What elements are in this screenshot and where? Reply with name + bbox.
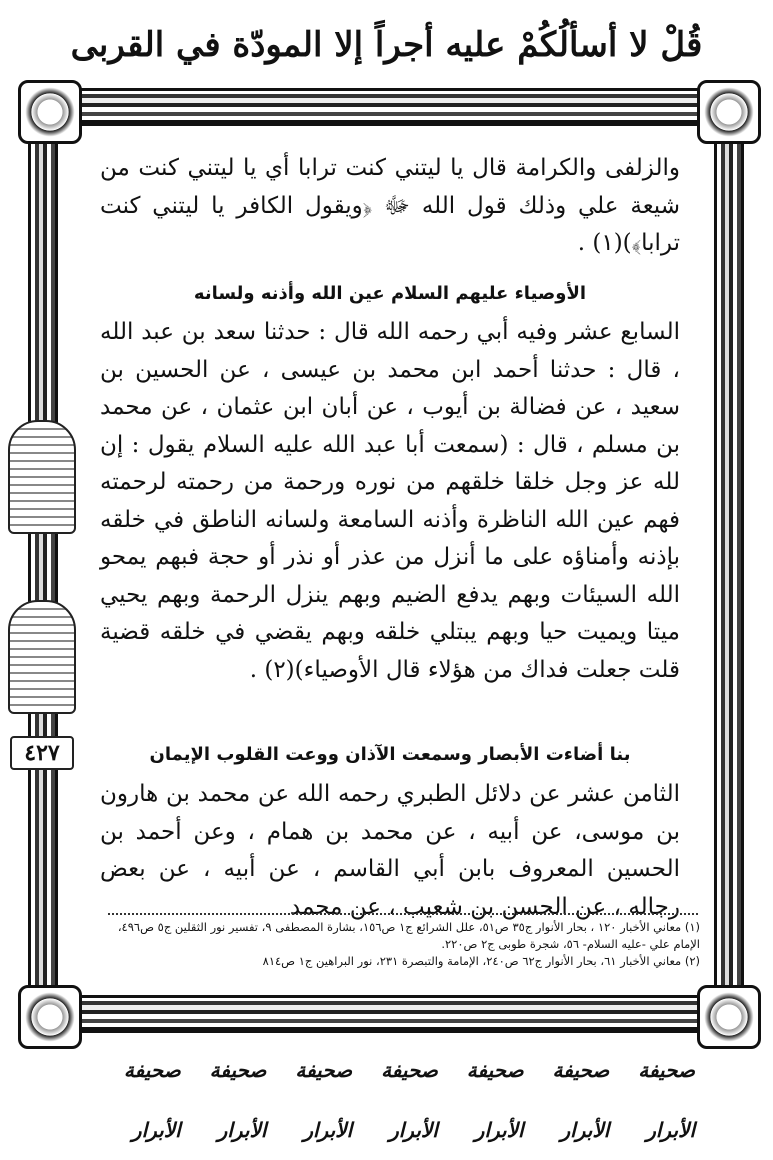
- footer-ornament: صحيفة الأبرار: [638, 1058, 695, 1142]
- footer-ornament: صحيفة الأبرار: [381, 1058, 438, 1142]
- side-lantern-ornament: [8, 600, 76, 714]
- footer-ornament: صحيفة الأبرار: [552, 1058, 610, 1142]
- footer-ornament-row: [95, 1040, 695, 1142]
- body-paragraph: السابع عشر وفيه أبي رحمه الله قال : حدثنا سعد بن عبد الله ، قال : حدثنا أحمد ابن محمد بن عيسى ، عن الحسين بن سعيد ، عن فضالة بن أيوب ، عن أبان ابن عثمان ، عن محمد بن مسلم ، قال : (سمعت أبا عبد الله عليه السلام يقول : إن لله عز وجل خلقا خلقهم من نوره ورحمة من رحمته لرحمته فهم عين الله الناظرة وأذنه السامعة ولسانه الناطق في خلقه بإذنه وأمناؤه على ما أنزل من عذر أو نذر أو حجة فبهم يمحو الله السيئات وبهم يدفع الضيم وبهم ينزل الرحمة وبهم يحيي ميتا ويميت حيا وبهم يبتلي خلقه وبهم يقضي في خلقه قضية قلت جعلت فداك من هؤلاء قال الأوصياء)(٢) .: [100, 319, 680, 683]
- section-heading: بنا أضاءت الأبصار وسمعت الآذان ووعت القلوب الإيمان: [149, 744, 631, 765]
- frame-corner-ornament: [697, 80, 761, 144]
- body-paragraph: والزلفى والكرامة قال يا ليتني كنت ترابا أي يا ليتني كنت من شيعة علي وذلك قول الله ﷻ ﴿ويقول الكافر يا ليتني كنت ترابا﴾)(١) .: [100, 155, 680, 256]
- frame-left-border: [28, 96, 58, 1031]
- section-heading-2: [100, 744, 680, 765]
- side-lantern-ornament: [8, 420, 76, 534]
- section-heading-1: [100, 283, 680, 304]
- footer-ornament: صحيفة الأبرار: [466, 1058, 524, 1142]
- frame-corner-ornament: [18, 985, 82, 1049]
- footnote-1: (١) معاني الأخبار ١٢٠ ، بحار الأنوار ج٣٥ ص٥١، علل الشرائع ج١ ص١٥٦، بشارة المصطفى ٩، تفسير نور الثقلين ج٥ ص٤٩٦، الإمام علي -عليه السلام- ٥٦، شجرة طوبى ج٢ ص٢٢٠.: [117, 920, 700, 951]
- footer-ornament: صحيفة الأبرار: [123, 1058, 181, 1142]
- page-number: ٤٢٧: [10, 736, 74, 770]
- footnotes: [100, 919, 700, 970]
- frame-top-border: [52, 88, 720, 126]
- footer-ornament: صحيفة الأبرار: [295, 1058, 353, 1142]
- body-paragraph: الثامن عشر عن دلائل الطبري رحمه الله عن محمد بن هارون بن موسى، عن أبيه ، عن محمد بن همام ، وعن أحمد بن الحسين المعروف بابن أبي القاسم ، عن أبيه ، عن بعض رجاله ، عن الحسن بن شعيب ، عن محمد: [100, 781, 680, 920]
- frame-corner-ornament: [18, 80, 82, 144]
- body-section-3: [100, 776, 680, 926]
- section-heading: الأوصياء عليهم السلام عين الله وأذنه ولسانه: [193, 283, 587, 304]
- body-section-2: [100, 314, 680, 689]
- footer-ornament: صحيفة الأبرار: [209, 1058, 267, 1142]
- frame-corner-ornament: [697, 985, 761, 1049]
- header-calligraphy: قُلْ لا أسألُكُمْ عليه أجراً إلا المودّة في القربى: [70, 25, 703, 65]
- frame-right-border: [714, 96, 744, 1031]
- body-section-1: [100, 150, 680, 263]
- footnote-separator: [108, 913, 698, 915]
- frame-bottom-border: [52, 995, 720, 1033]
- footnote-2: (٢) معاني الأخبار ٦١، بحار الأنوار ج٦٢ ص٢٤٠، الإمامة والتبصرة ٢٣١، نور البراهين ج١ ص٨١٤: [262, 954, 700, 968]
